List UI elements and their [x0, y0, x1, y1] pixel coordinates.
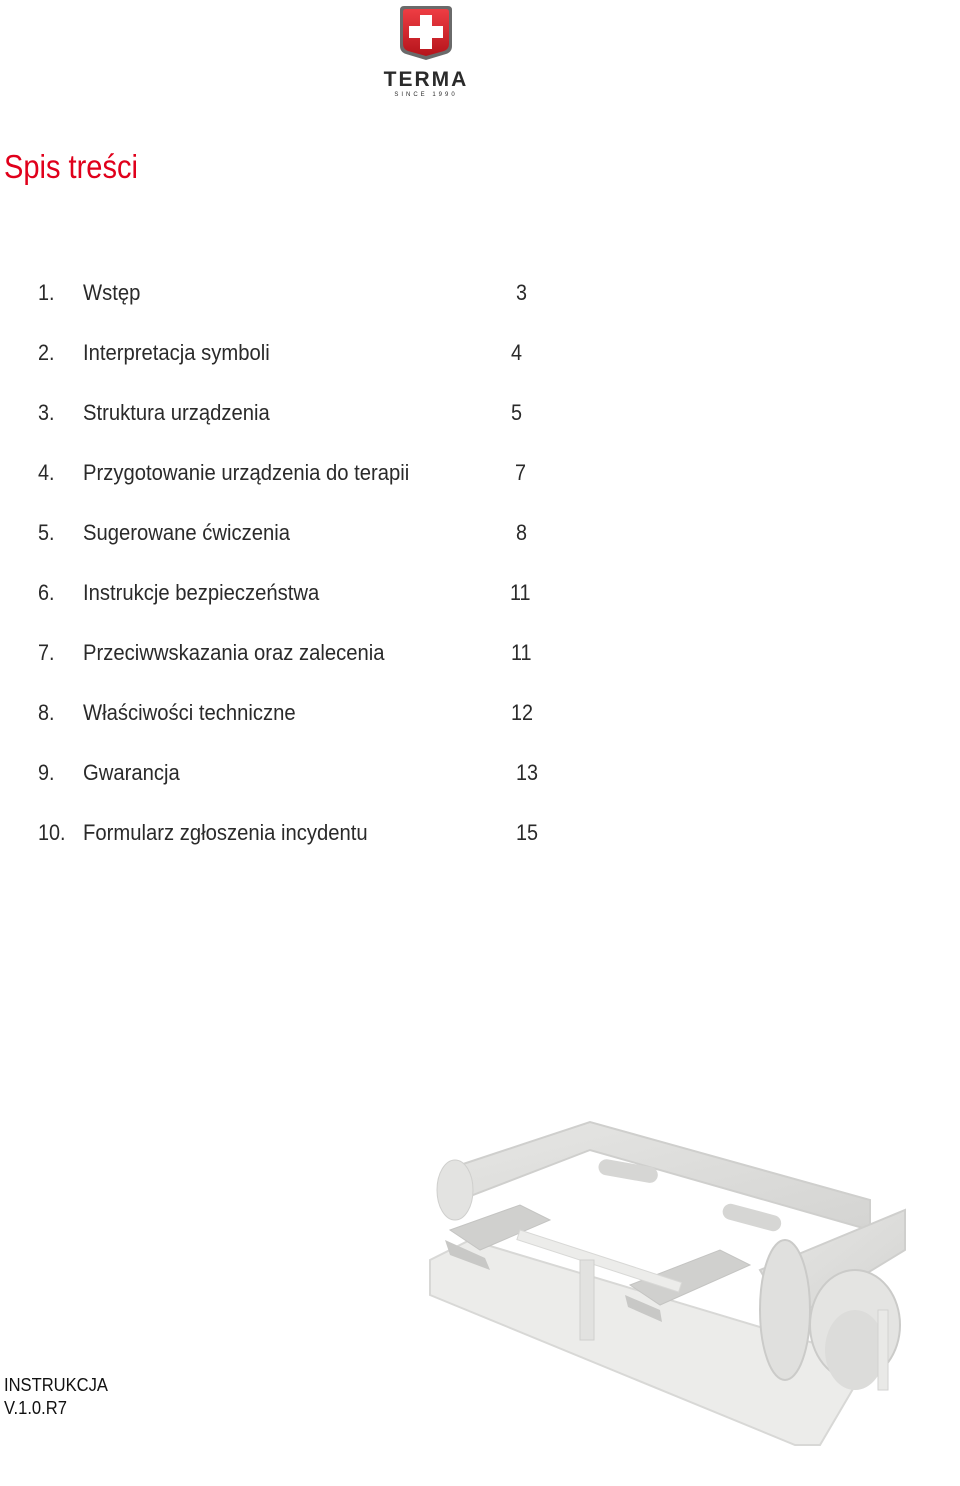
toc-number: 8.: [38, 700, 55, 725]
toc-number: 3.: [38, 400, 55, 425]
toc-row[interactable]: [0, 700, 600, 732]
toc-number: 9.: [38, 760, 55, 785]
toc-page: 3: [516, 280, 528, 305]
toc-page: 5: [511, 400, 523, 425]
toc-page: 11: [511, 640, 532, 665]
toc-row[interactable]: [0, 280, 600, 312]
page-title: Spis treści: [4, 148, 138, 185]
brand-name: TERMA: [383, 68, 469, 91]
toc-label: Formularz zgłoszenia incydentu: [83, 820, 368, 845]
toc-page: 4: [511, 340, 523, 365]
toc-row[interactable]: [0, 580, 600, 612]
toc-label: Wstęp: [83, 280, 141, 305]
toc-row[interactable]: [0, 460, 600, 492]
toc-page: 15: [516, 820, 539, 845]
toc-label: Właściwości techniczne: [83, 700, 296, 725]
toc-page: 8: [516, 520, 528, 545]
toc-page: 12: [511, 700, 534, 725]
toc-row[interactable]: [0, 820, 600, 852]
toc-row[interactable]: [0, 400, 600, 432]
medical-cross-logo-icon: [396, 2, 456, 62]
brand-since: SINCE 1990: [394, 92, 458, 98]
device-illustration: [400, 1110, 920, 1460]
document-footer: [4, 1374, 117, 1420]
toc-number: 4.: [38, 460, 55, 485]
footer-doc-type: INSTRUKCJA: [4, 1375, 108, 1395]
toc-row[interactable]: [0, 340, 600, 372]
toc-number: 7.: [38, 640, 55, 665]
footer-version: V.1.0.R7: [4, 1398, 67, 1418]
toc-label: Przeciwwskazania oraz zalecenia: [83, 640, 385, 665]
toc-number: 6.: [38, 580, 55, 605]
toc-row[interactable]: [0, 640, 600, 672]
toc-label: Interpretacja symboli: [83, 340, 270, 365]
toc-number: 5.: [38, 520, 55, 545]
toc-label: Gwarancja: [83, 760, 180, 785]
terma-logo: [368, 2, 484, 102]
toc-page: 13: [516, 760, 539, 785]
toc-number: 1.: [38, 280, 55, 305]
toc-number: 10.: [38, 820, 66, 845]
toc-label: Struktura urządzenia: [83, 400, 270, 425]
toc-page: 7: [515, 460, 527, 485]
toc-number: 2.: [38, 340, 55, 365]
toc-label: Przygotowanie urządzenia do terapii: [83, 460, 410, 485]
toc-row[interactable]: [0, 520, 600, 552]
toc-page: 11: [510, 580, 531, 605]
toc-row[interactable]: [0, 760, 600, 792]
toc-label: Instrukcje bezpieczeństwa: [83, 580, 320, 605]
toc-label: Sugerowane ćwiczenia: [83, 520, 291, 545]
